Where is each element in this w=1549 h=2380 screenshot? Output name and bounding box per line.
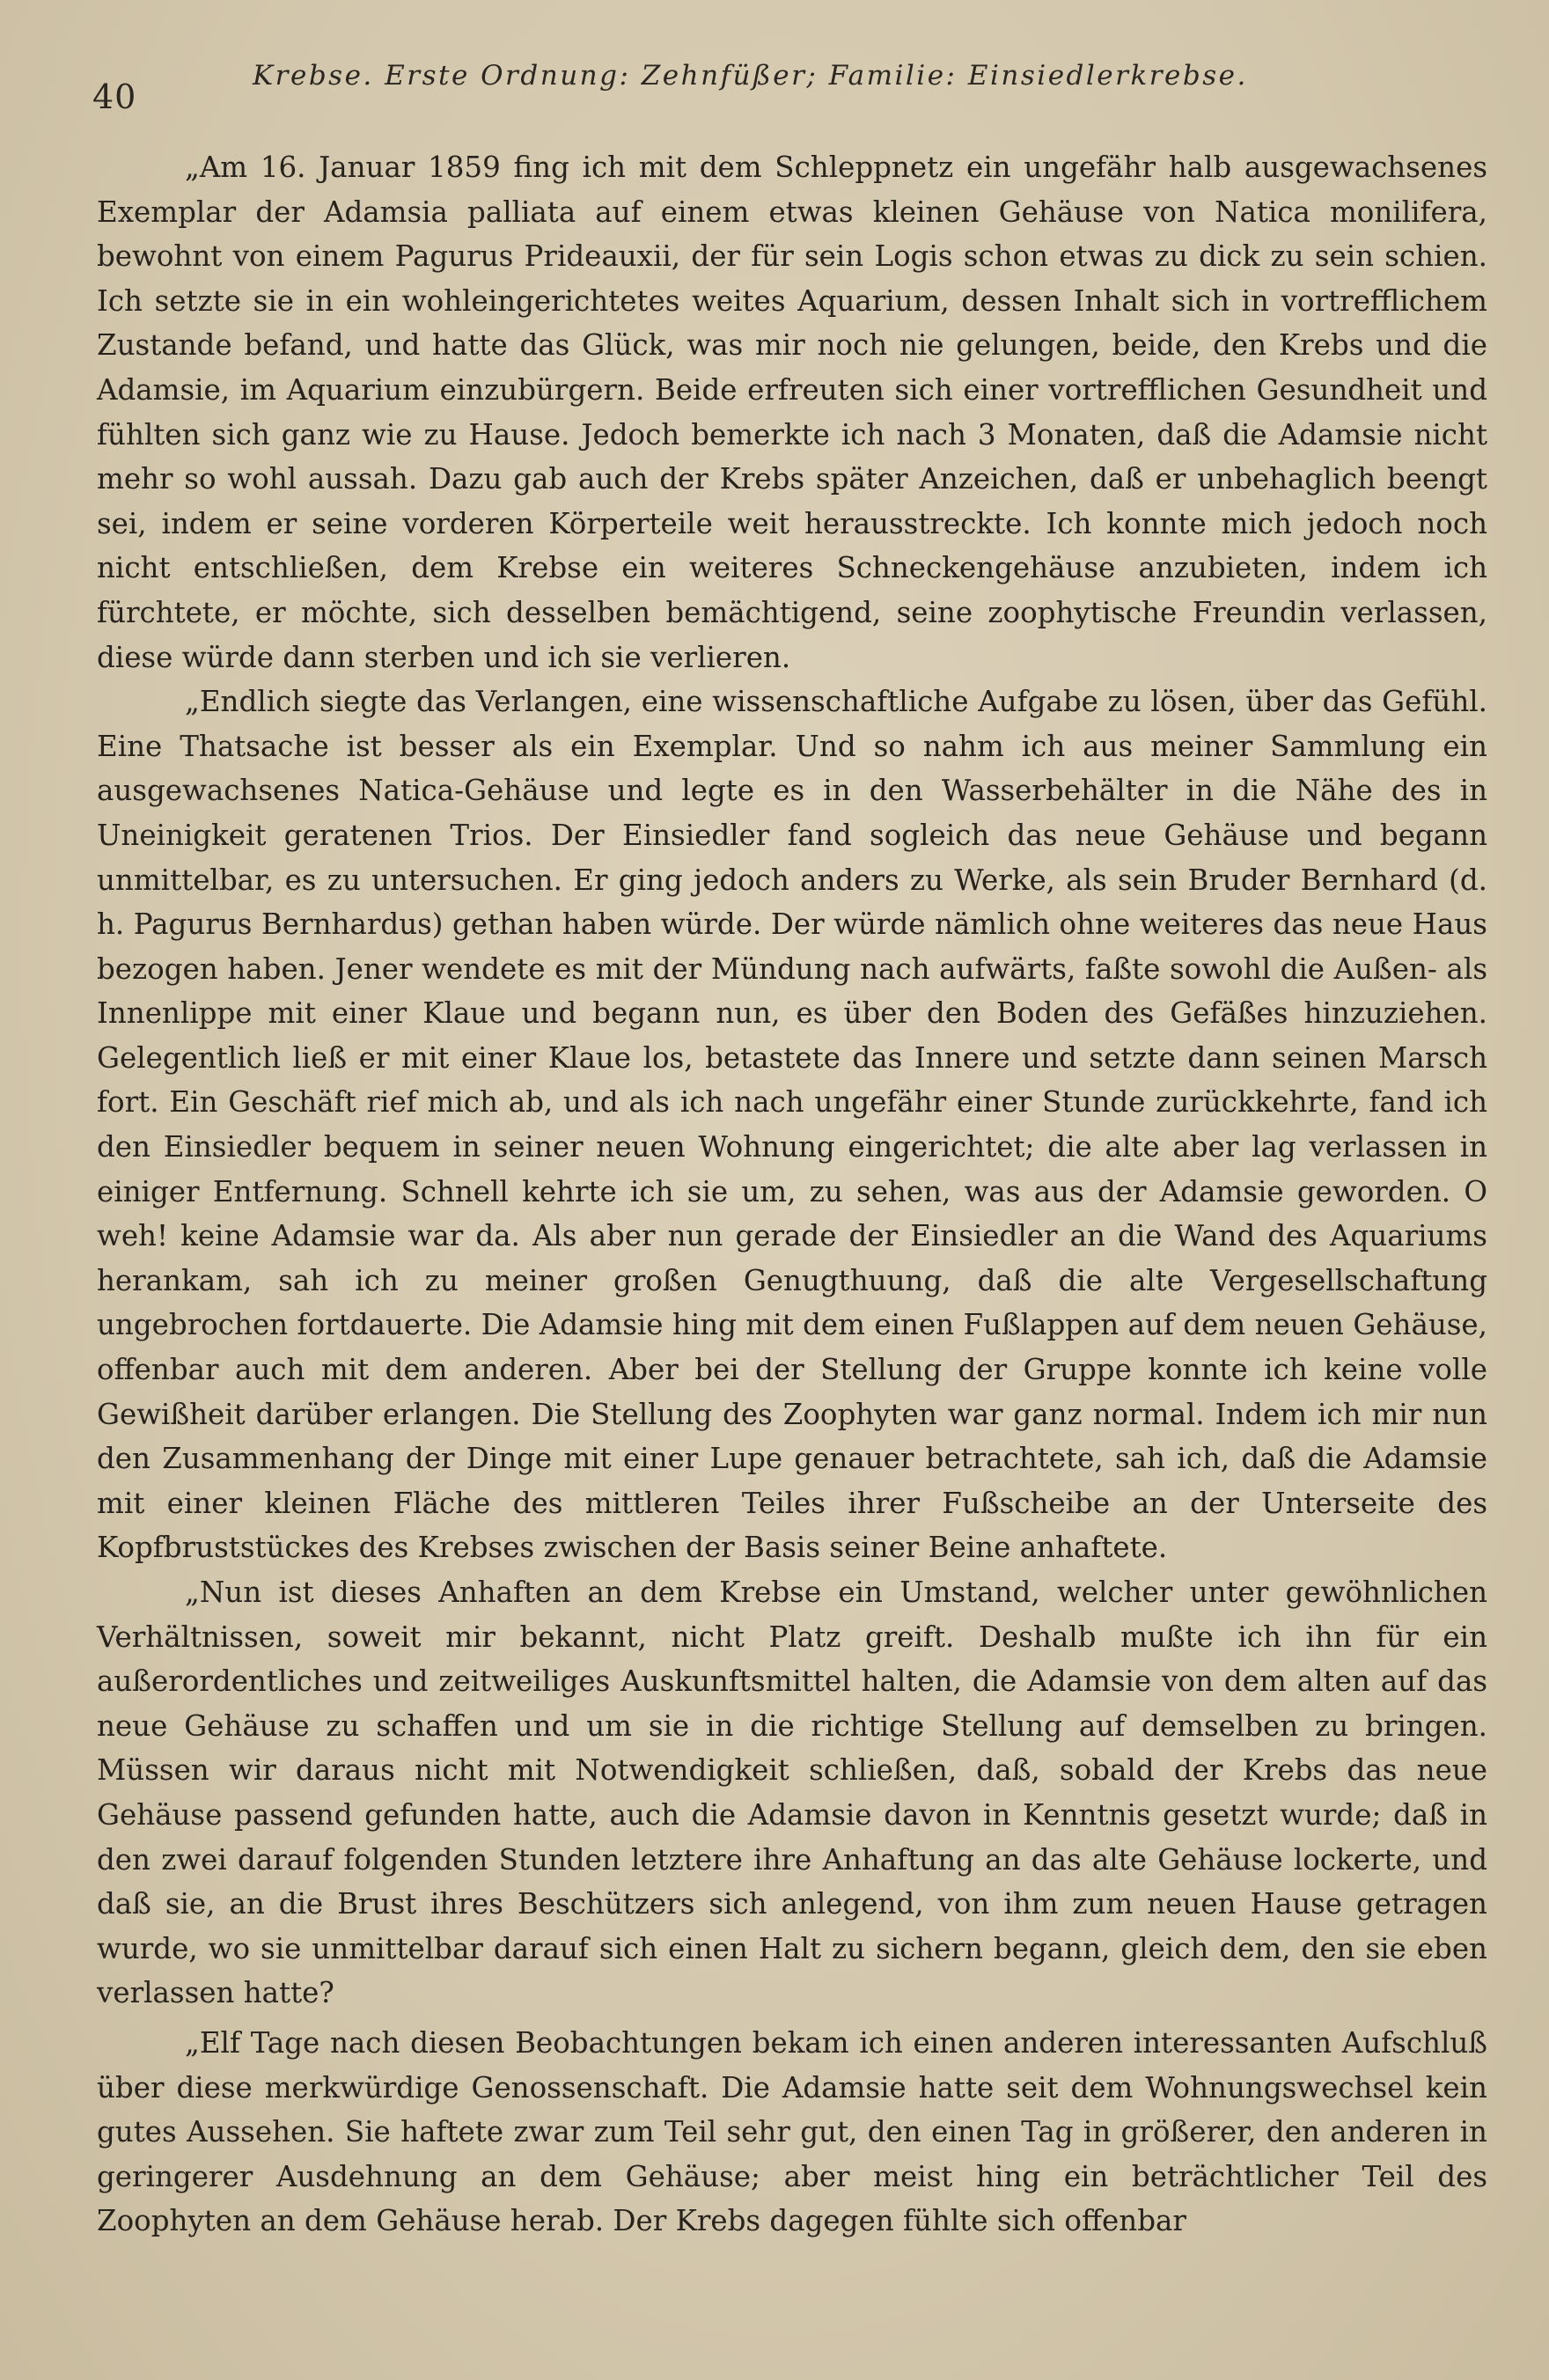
body-text [97, 145, 1487, 2244]
paragraph: „Endlich siegte das Verlangen, eine wissenschaftliche Aufgabe zu lösen, über das Gefühl. Eine Thatsache ist besser als ein Exemplar. Und so nahm ich aus meiner Sammlung ein ausgewachsenes Natica-Gehäuse und legte es in den Wasserbehälter in die Nähe des in Uneinigkeit geratenen Trios. Der Einsiedler fand sogleich das neue Gehäuse und begann unmittelbar, es zu untersuchen. Er ging jedoch anders zu Werke, als sein Bruder Bernhard (d. h. Pagurus Bernhardus) gethan haben würde. Der würde nämlich ohne weiteres das neue Haus bezogen haben. Jener wendete es mit der Mündung nach aufwärts, faßte sowohl die Außen- als Innenlippe mit einer Klaue und begann nun, es über den Boden des Gefäßes hinzuziehen. Gelegentlich ließ er mit einer Klaue los, betastete das Innere und setzte dann seinen Marsch fort. Ein Geschäft rief mich ab, und als ich nach ungefähr einer Stunde zurückkehrte, fand ich den Einsiedler bequem in seiner neuen Wohnung eingerichtet; die alte aber lag verlassen in einiger Entfernung. Schnell kehrte ich sie um, zu sehen, was aus der Adamsie geworden. O weh! keine Adamsie war da. Als aber nun gerade der Einsiedler an die Wand des Aquariums herankam, sah ich zu meiner großen Genugthuung, daß die alte Vergesellschaftung ungebrochen fortdauerte. Die Adamsie hing mit dem einen Fußlappen auf dem neuen Gehäuse, offenbar auch mit dem anderen. Aber bei der Stellung der Gruppe konnte ich keine volle Gewißheit darüber erlangen. Die Stellung des Zoophyten war ganz normal. Indem ich mir nun den Zusammenhang der Dinge mit einer Lupe genauer betrachtete, sah ich, daß die Adamsie mit einer kleinen Fläche des mittleren Teiles ihrer Fußscheibe an der Unterseite des Kopfbruststückes des Krebses zwischen der Basis seiner Beine anhaftete. [97, 685, 1487, 1565]
paragraph: „Elf Tage nach diesen Beobachtungen bekam ich einen anderen interessanten Aufschluß über diese merkwürdige Genossenschaft. Die Adamsie hatte seit dem Wohnungswechsel kein gutes Aussehen. Sie haftete zwar zum Teil sehr gut, den einen Tag in größerer, den anderen in geringerer Ausdehnung an dem Gehäuse; aber meist hing ein beträchtlicher Teil des Zoophyten an dem Gehäuse herab. Der Krebs dagegen fühlte sich offenbar [97, 2025, 1487, 2238]
running-head: Krebse. Erste Ordnung: Zehnfüßer; Familie: Einsiedlerkrebse. [253, 60, 1248, 92]
page-number: 40 [92, 77, 137, 116]
paragraph: „Nun ist dieses Anhaften an dem Krebse ein Umstand, welcher unter gewöhnlichen Verhältnissen, soweit mir bekannt, nicht Platz greift. Deshalb mußte ich ihn für ein außerordentliches und zeitweiliges Auskunftsmittel halten, die Adamsie von dem alten auf das neue Gehäuse zu schaffen und um sie in die richtige Stellung auf demselben zu bringen. Müssen wir daraus nicht mit Notwendigkeit schließen, daß, sobald der Krebs das neue Gehäuse passend gefunden hatte, auch die Adamsie davon in Kenntnis gesetzt wurde; daß in den zwei darauf folgenden Stunden letztere ihre Anhaftung an das alte Gehäuse lockerte, und daß sie, an die Brust ihres Beschützers sich anlegend, von ihm zum neuen Hause getragen wurde, wo sie unmittelbar darauf sich einen Halt zu sichern begann, gleich dem, den sie eben verlassen hatte? [97, 1576, 1487, 2010]
paragraph: „Am 16. Januar 1859 fing ich mit dem Schleppnetz ein ungefähr halb ausgewachsenes Exemplar der Adamsia palliata auf einem etwas kleinen Gehäuse von Natica monilifera, bewohnt von einem Pagurus Prideauxii, der für sein Logis schon etwas zu dick zu sein schien. Ich setzte sie in ein wohleingerichtetes weites Aquarium, dessen Inhalt sich in vortrefflichem Zustande befand, und hatte das Glück, was mir noch nie gelungen, beide, den Krebs und die Adamsie, im Aquarium einzubürgern. Beide erfreuten sich einer vortrefflichen Gesundheit und fühlten sich ganz wie zu Hause. Jedoch bemerkte ich nach 3 Monaten, daß die Adamsie nicht mehr so wohl aussah. Dazu gab auch der Krebs später Anzeichen, daß er unbehaglich beengt sei, indem er seine vorderen Körperteile weit herausstreckte. Ich konnte mich jedoch noch nicht entschließen, dem Krebse ein weiteres Schneckengehäuse anzubieten, indem ich fürchtete, er möchte, sich desselben bemächtigend, seine zoophytische Freundin verlassen, diese würde dann sterben und ich sie verlieren. [97, 151, 1487, 674]
page-header [92, 51, 1479, 116]
